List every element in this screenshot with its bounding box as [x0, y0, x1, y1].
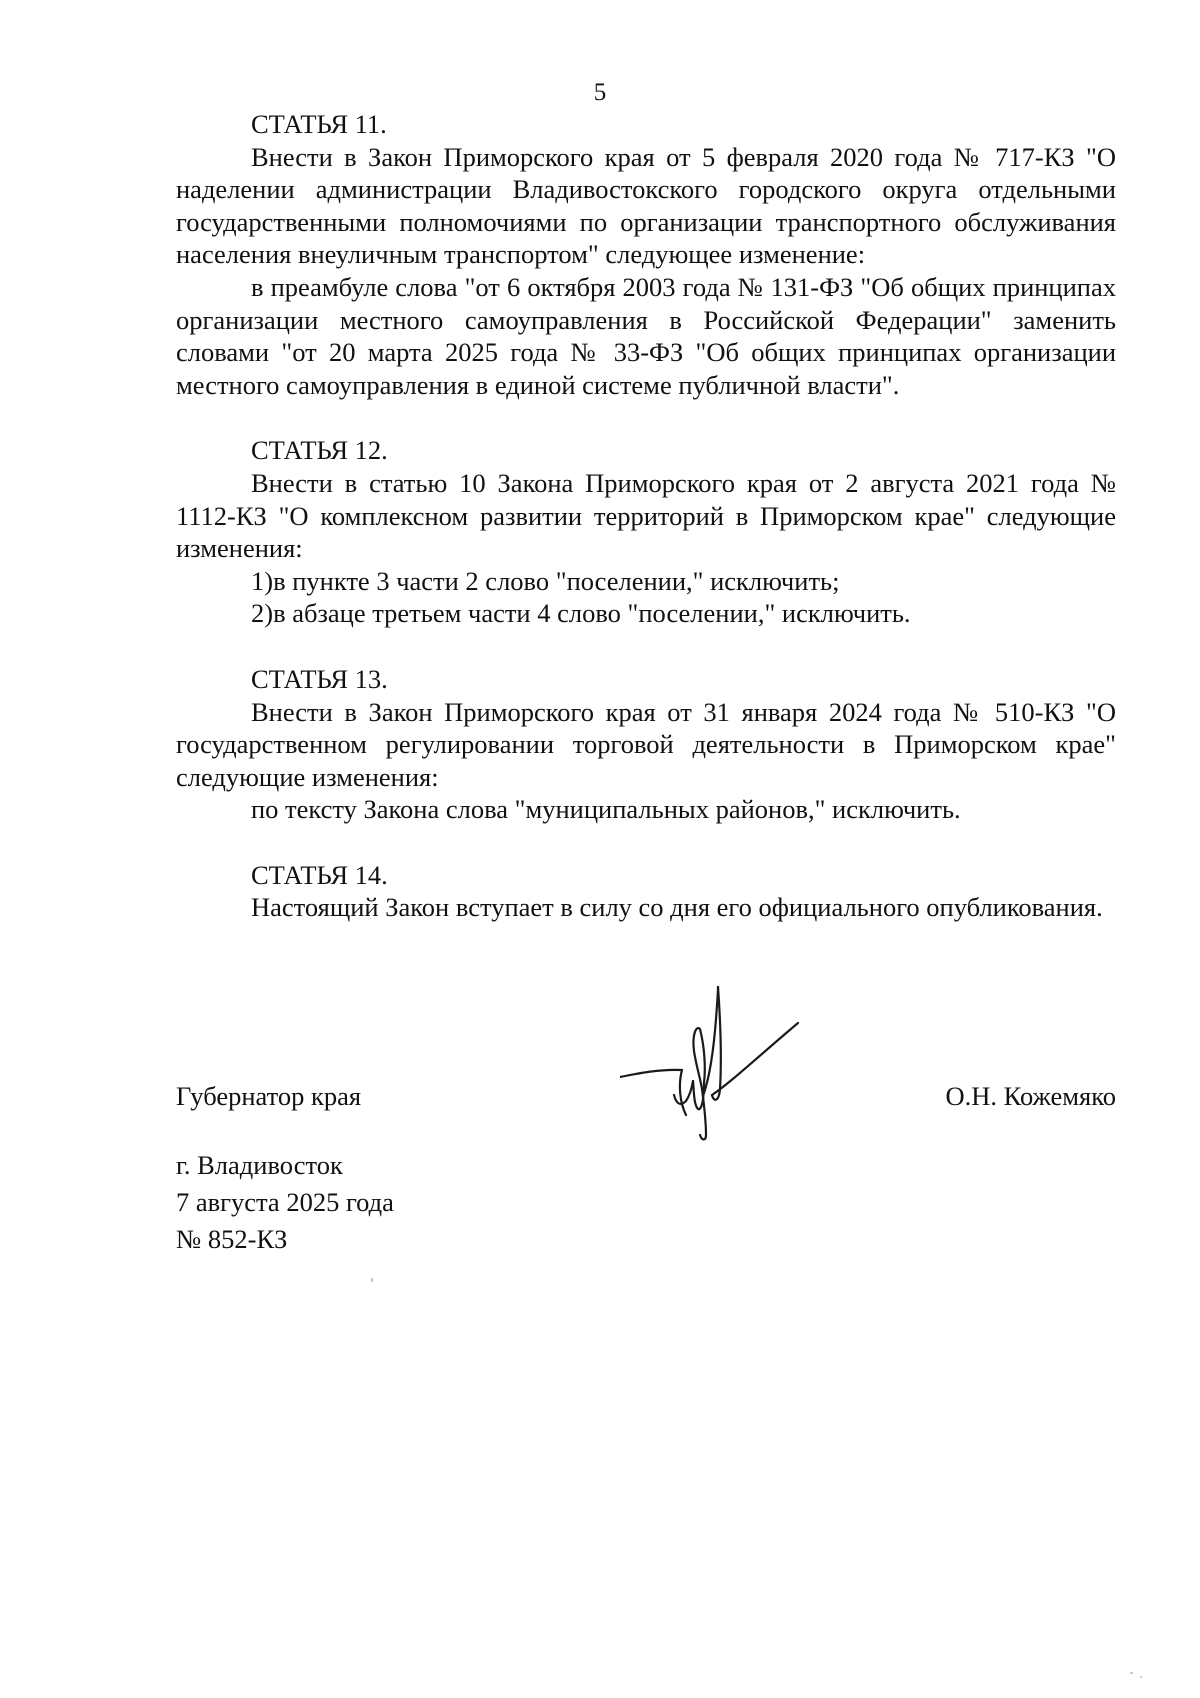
article-list-item: 1)в пункте 3 части 2 слово "поселении," исключить; — [251, 565, 840, 596]
scan-speck — [371, 1278, 373, 1282]
article-14 — [176, 859, 1116, 924]
scan-speck — [1140, 1676, 1142, 1678]
article-paragraph: Внести в Закон Приморского края от 31 января 2024 года № 510-КЗ "О государственном регулировании торговой деятельности в Приморском крае" следующие изменения: — [176, 696, 1116, 792]
article-paragraph: Внести в статью 10 Закона Приморского края от 2 августа 2021 года № 1112-КЗ "О комплексном развитии территорий в Приморском крае" следующие изменения: — [176, 467, 1116, 564]
footer-number: № 852-КЗ — [176, 1224, 288, 1254]
footer-date: 7 августа 2025 года — [176, 1187, 394, 1217]
footer-city: г. Владивосток — [176, 1150, 343, 1180]
article-paragraph: в преамбуле слова "от 6 октября 2003 года № 131-ФЗ "Об общих принципах организации местного самоуправления в Российской Федерации" заменить словами "от 20 марта 2025 года № 33-ФЗ "Об общих принципах организации местного самоуправления в единой системе публичной власти". — [176, 271, 1116, 400]
handwritten-signature — [620, 985, 800, 1145]
signatory-title: Губернатор края — [176, 1081, 362, 1111]
scan-speck — [1130, 1672, 1133, 1674]
article-paragraph: по тексту Закона слова "муниципальных районов," исключить. — [251, 794, 961, 825]
article-paragraph: Внести в Закон Приморского края от 5 февраля 2020 года № 717-КЗ "О наделении администрации Владивостокского городского округа отдельными государственными полномочиями по организации транспортного обслуживания населения внеуличным транспортом" следующее изменение: — [176, 141, 1116, 270]
article-heading: СТАТЬЯ 12. — [251, 435, 388, 466]
article-heading: СТАТЬЯ 13. — [251, 663, 388, 694]
article-heading: СТАТЬЯ 14. — [251, 859, 388, 890]
signatory-name: О.Н. Кожемяко — [945, 1081, 1116, 1111]
article-paragraph: Настоящий Закон вступает в силу со дня его официального опубликования. — [251, 892, 1103, 923]
article-heading: СТАТЬЯ 11. — [251, 109, 387, 139]
article-12 — [176, 434, 1116, 630]
article-11 — [176, 108, 1116, 401]
page-number: 5 — [593, 79, 607, 106]
article-list-item: 2)в абзаце третьем части 4 слово "поселении," исключить. — [251, 598, 911, 629]
document-footer — [176, 1147, 394, 1258]
article-13 — [176, 663, 1116, 826]
document-body — [176, 108, 1116, 924]
